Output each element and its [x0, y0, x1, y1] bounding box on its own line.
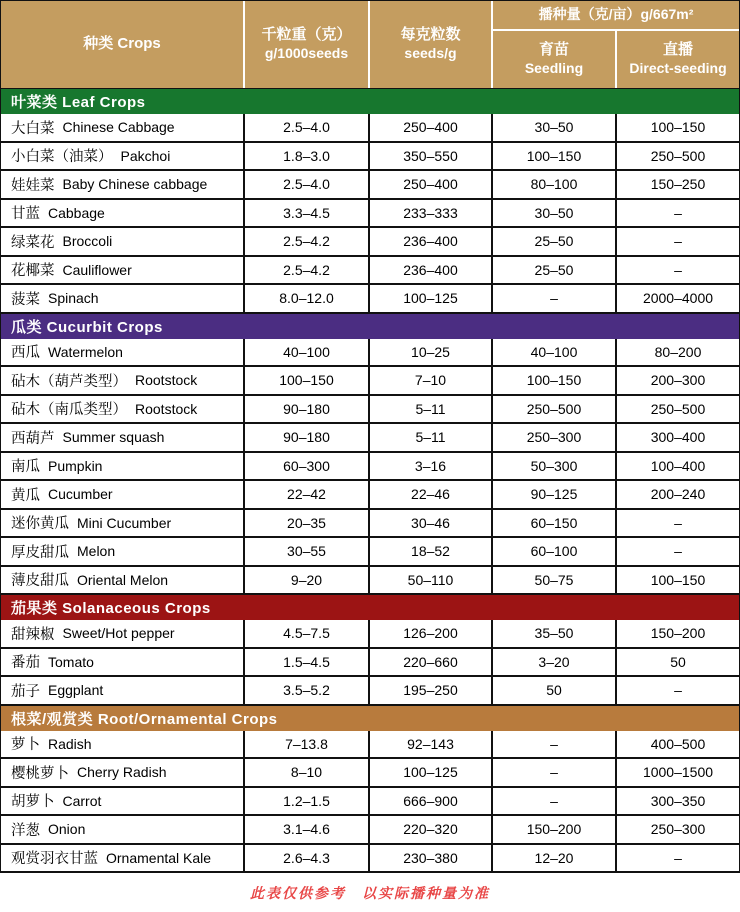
seedling-rate-cell: – — [493, 731, 617, 758]
direct-seeding-rate-cell: 250–500 — [650, 147, 706, 164]
crop-name-en: Radish — [48, 735, 92, 752]
direct-seeding-rate-cell: – — [674, 543, 682, 560]
seeds-per-gram-cell: 666–900 — [370, 788, 493, 815]
crop-name-cn: 番茄 — [11, 655, 40, 672]
crop-name-cn: 绿菜花 — [11, 234, 55, 251]
crop-name-en: Cabbage — [48, 204, 105, 221]
direct-seeding-rate-cell: – — [674, 514, 682, 531]
direct-seeding-rate-cell: 200–240 — [650, 486, 706, 503]
table-row — [1, 114, 739, 143]
seeds-per-gram-cell: 350–550 — [370, 143, 493, 170]
table-row — [1, 649, 739, 678]
thousand-seed-weight-cell: 4.5–7.5 — [245, 620, 370, 647]
thousand-seed-weight-cell: 1.8–3.0 — [245, 143, 370, 170]
crop-name-en: Watermelon — [48, 343, 123, 360]
crop-name-cn: 萝卜 — [11, 737, 40, 754]
crop-name-en: Cucumber — [48, 486, 113, 503]
crop-name-cn: 厚皮甜瓜 — [11, 544, 69, 561]
direct-seeding-rate-cell: 250–500 — [650, 400, 706, 417]
seeds-per-gram-cell: 195–250 — [370, 677, 493, 704]
direct-seeding-rate-cell: 250–300 — [650, 821, 706, 838]
crop-name-en: Melon — [77, 543, 116, 560]
crop-name-cell — [1, 845, 245, 872]
crop-name-cell — [1, 339, 245, 366]
crop-name-en: Rootstock — [135, 400, 198, 417]
thousand-seed-weight-cell: 8–10 — [245, 759, 370, 786]
table-row — [1, 677, 739, 706]
thousand-seed-weight-cell: 8.0–12.0 — [245, 285, 370, 312]
seeds-per-gram-cell: 7–10 — [370, 367, 493, 394]
seeds-per-gram-cell: 30–46 — [370, 510, 493, 537]
crop-name-cn: 洋葱 — [11, 822, 40, 839]
crop-name-cell — [1, 481, 245, 508]
thousand-seed-weight-cell: 9–20 — [245, 567, 370, 594]
direct-seeding-rate-cell: – — [674, 849, 682, 866]
crop-name-en: Pakchoi — [120, 147, 171, 164]
crop-name-cn: 大白菜 — [11, 120, 55, 137]
seedling-rate-cell: 90–125 — [493, 481, 617, 508]
seeds-per-gram-cell: 236–400 — [370, 228, 493, 255]
table-row — [1, 731, 739, 760]
direct-seeding-rate-cell: 50 — [670, 653, 686, 670]
seedling-rate-cell: 50–300 — [493, 453, 617, 480]
section-header: 叶菜类 Leaf Crops — [1, 89, 739, 114]
crop-name-en: Cherry Radish — [77, 764, 167, 781]
section-header: 茄果类 Solanaceous Crops — [1, 595, 739, 620]
direct-seeding-rate-cell: – — [674, 233, 682, 250]
crop-name-en: Sweet/Hot pepper — [62, 625, 175, 642]
seeds-per-gram-cell: 18–52 — [370, 538, 493, 565]
seeds-per-gram-cell: 10–25 — [370, 339, 493, 366]
thousand-seed-weight-en: g/1000seeds — [264, 45, 349, 62]
table-row — [1, 339, 739, 368]
direct-seeding-rate-cell: 2000–4000 — [642, 290, 714, 307]
crop-name-cell — [1, 200, 245, 227]
crop-name-cell — [1, 510, 245, 537]
seeds-per-gram-cell: 92–143 — [370, 731, 493, 758]
direct-seeding-en: Direct-seeding — [629, 60, 727, 77]
seedling-rate-cell: 30–50 — [493, 200, 617, 227]
table-row — [1, 845, 739, 874]
thousand-seed-weight-cell: 90–180 — [245, 396, 370, 423]
table-row — [1, 367, 739, 396]
crop-name-cn: 黄瓜 — [11, 487, 40, 504]
crop-name-en: Ornamental Kale — [106, 849, 212, 866]
crop-name-en: Rootstock — [135, 372, 198, 389]
seeds-per-gram-cell: 230–380 — [370, 845, 493, 872]
seedling-en: Seedling — [524, 60, 584, 77]
direct-seeding-rate-cell: 400–500 — [650, 735, 706, 752]
crop-name-cn: 薄皮甜瓜 — [11, 573, 69, 590]
crop-name-cell — [1, 816, 245, 843]
seedling-rate-cell: 3–20 — [493, 649, 617, 676]
table-body — [1, 89, 739, 873]
crop-name-en: Tomato — [48, 653, 94, 670]
crop-name-cn: 南瓜 — [11, 459, 40, 476]
seeds-per-gram-cell: 100–125 — [370, 759, 493, 786]
crop-name-cell — [1, 396, 245, 423]
crop-name-en: Cauliflower — [62, 261, 132, 278]
seedling-rate-cell: – — [493, 788, 617, 815]
seedling-cn: 育苗 — [538, 41, 569, 59]
table-row — [1, 481, 739, 510]
crop-name-cell — [1, 257, 245, 284]
direct-seeding-rate-cell: 300–350 — [650, 792, 706, 809]
direct-seeding-rate-cell: – — [674, 261, 682, 278]
table-row — [1, 228, 739, 257]
seedling-rate-cell: 60–150 — [493, 510, 617, 537]
crop-name-cn: 砧木（葫芦类型） — [11, 373, 127, 390]
direct-seeding-rate-cell: 100–150 — [650, 119, 706, 136]
seedling-rate-cell: 40–100 — [493, 339, 617, 366]
table-row — [1, 453, 739, 482]
direct-seeding-rate-cell: – — [674, 204, 682, 221]
crop-name-cn: 甘蓝 — [11, 206, 40, 223]
thousand-seed-weight-cell: 40–100 — [245, 339, 370, 366]
seeds-per-gram-cell: 220–660 — [370, 649, 493, 676]
thousand-seed-weight-cell: 1.5–4.5 — [245, 649, 370, 676]
crop-name-cell — [1, 620, 245, 647]
crop-name-en: Oriental Melon — [77, 571, 169, 588]
direct-seeding-rate-cell: – — [674, 682, 682, 699]
crop-name-en: Pumpkin — [48, 457, 103, 474]
crop-name-en: Eggplant — [48, 682, 104, 699]
crop-name-cell — [1, 285, 245, 312]
crop-name-cn: 甜辣椒 — [11, 626, 55, 643]
seedling-rate-cell: 100–150 — [493, 143, 617, 170]
seeds-per-gram-cell: 50–110 — [370, 567, 493, 594]
direct-seeding-rate-cell: 1000–1500 — [642, 764, 714, 781]
direct-seeding-rate-cell: 300–400 — [650, 429, 706, 446]
direct-seeding-rate-cell: 80–200 — [654, 343, 702, 360]
thousand-seed-weight-cell: 3.3–4.5 — [245, 200, 370, 227]
seeds-per-gram-cell: 3–16 — [370, 453, 493, 480]
crop-name-cell — [1, 731, 245, 758]
thousand-seed-weight-cell: 7–13.8 — [245, 731, 370, 758]
table-row — [1, 285, 739, 314]
section-header: 根菜/观赏类 Root/Ornamental Crops — [1, 706, 739, 731]
crop-name-cell — [1, 538, 245, 565]
thousand-seed-weight-cell: 2.6–4.3 — [245, 845, 370, 872]
crop-name-cell — [1, 759, 245, 786]
seeds-per-gram-cell: 22–46 — [370, 481, 493, 508]
crop-name-cn: 小白菜（油菜） — [11, 149, 113, 166]
seedling-rate-cell: 100–150 — [493, 367, 617, 394]
crop-name-cell — [1, 677, 245, 704]
col-header-seedling — [493, 31, 617, 88]
crop-name-cell — [1, 171, 245, 198]
direct-seeding-rate-cell: 150–200 — [650, 625, 706, 642]
seedling-rate-cell: – — [493, 759, 617, 786]
crop-name-cn: 西葫芦 — [11, 430, 55, 447]
crop-name-cn: 茄子 — [11, 683, 40, 700]
direct-seeding-rate-cell: 150–250 — [650, 176, 706, 193]
crop-name-cell — [1, 649, 245, 676]
seeds-per-gram-cell: 250–400 — [370, 171, 493, 198]
thousand-seed-weight-cell: 2.5–4.0 — [245, 171, 370, 198]
col-header-thousand-seed-weight — [245, 1, 370, 88]
seedling-rate-cell: 60–100 — [493, 538, 617, 565]
crop-name-cn: 胡萝卜 — [11, 794, 55, 811]
crop-name-cn: 樱桃萝卜 — [11, 765, 69, 782]
table-row — [1, 143, 739, 172]
seeds-per-gram-cell: 5–11 — [370, 396, 493, 423]
section-header: 瓜类 Cucurbit Crops — [1, 314, 739, 339]
crop-name-cn: 砧木（南瓜类型） — [11, 402, 127, 419]
seedling-rate-cell: 50–75 — [493, 567, 617, 594]
crop-name-cn: 花椰菜 — [11, 263, 55, 280]
crop-name-en: Chinese Cabbage — [62, 119, 175, 136]
crop-name-cell — [1, 114, 245, 141]
footer-note: 此表仅供参考 以实际播种量为准 — [250, 885, 490, 902]
thousand-seed-weight-cell: 2.5–4.2 — [245, 228, 370, 255]
seeds-per-gram-cell: 126–200 — [370, 620, 493, 647]
crop-name-cell — [1, 567, 245, 594]
table-row — [1, 816, 739, 845]
crop-name-en: Spinach — [48, 290, 99, 307]
table-row — [1, 510, 739, 539]
crop-name-en: Baby Chinese cabbage — [62, 176, 208, 193]
seedling-rate-cell: – — [493, 285, 617, 312]
crop-name-cell — [1, 788, 245, 815]
seedling-rate-cell: 50 — [493, 677, 617, 704]
crop-name-cn: 娃娃菜 — [11, 177, 55, 194]
seedling-rate-cell: 250–300 — [493, 424, 617, 451]
thousand-seed-weight-cell: 1.2–1.5 — [245, 788, 370, 815]
crop-name-en: Carrot — [62, 792, 102, 809]
thousand-seed-weight-cn: 千粒重（克） — [261, 26, 352, 44]
col-header-direct-seeding — [617, 31, 739, 88]
table-row — [1, 257, 739, 286]
seeds-per-gram-cell: 233–333 — [370, 200, 493, 227]
thousand-seed-weight-cell: 60–300 — [245, 453, 370, 480]
thousand-seed-weight-cell: 22–42 — [245, 481, 370, 508]
crop-name-en: Mini Cucumber — [77, 514, 172, 531]
col-header-sowing-rate: 播种量（克/亩）g/667m² — [493, 1, 739, 31]
crop-name-cell — [1, 143, 245, 170]
crop-name-cell — [1, 367, 245, 394]
table-row — [1, 538, 739, 567]
crop-name-cell — [1, 228, 245, 255]
seeds-per-gram-en: seeds/g — [404, 45, 457, 62]
table-row — [1, 788, 739, 817]
seedling-rate-cell: 25–50 — [493, 257, 617, 284]
crop-name-cell — [1, 453, 245, 480]
table-row — [1, 620, 739, 649]
thousand-seed-weight-cell: 2.5–4.0 — [245, 114, 370, 141]
seeds-per-gram-cell: 220–320 — [370, 816, 493, 843]
crop-name-en: Broccoli — [62, 233, 113, 250]
table-row — [1, 171, 739, 200]
direct-seeding-rate-cell: 200–300 — [650, 372, 706, 389]
crop-name-en: Summer squash — [62, 429, 165, 446]
thousand-seed-weight-cell: 3.5–5.2 — [245, 677, 370, 704]
crop-name-en: Onion — [48, 821, 86, 838]
seeds-per-gram-cell: 5–11 — [370, 424, 493, 451]
direct-seeding-rate-cell: 100–150 — [650, 571, 706, 588]
seeds-per-gram-cell: 236–400 — [370, 257, 493, 284]
thousand-seed-weight-cell: 2.5–4.2 — [245, 257, 370, 284]
crop-name-cn: 迷你黄瓜 — [11, 516, 69, 533]
table-row — [1, 759, 739, 788]
crop-name-cn: 菠菜 — [11, 291, 40, 308]
col-header-crops: 种类 Crops — [1, 1, 245, 88]
crop-name-cn: 观赏羽衣甘蓝 — [11, 851, 98, 868]
crop-name-cn: 西瓜 — [11, 345, 40, 362]
col-header-seeds-per-gram — [370, 1, 493, 88]
seedling-rate-cell: 30–50 — [493, 114, 617, 141]
seedling-rate-cell: 35–50 — [493, 620, 617, 647]
table-row — [1, 396, 739, 425]
direct-seeding-cn: 直播 — [662, 41, 693, 59]
seedling-rate-cell: 12–20 — [493, 845, 617, 872]
thousand-seed-weight-cell: 20–35 — [245, 510, 370, 537]
seeds-per-gram-cn: 每克粒数 — [400, 26, 461, 44]
seedling-rate-cell: 25–50 — [493, 228, 617, 255]
direct-seeding-rate-cell: 100–400 — [650, 457, 706, 474]
table-row — [1, 567, 739, 596]
table-row — [1, 200, 739, 229]
thousand-seed-weight-cell: 30–55 — [245, 538, 370, 565]
seedling-rate-cell: 80–100 — [493, 171, 617, 198]
seedling-rate-cell: 150–200 — [493, 816, 617, 843]
seeds-per-gram-cell: 250–400 — [370, 114, 493, 141]
seedling-rate-cell: 250–500 — [493, 396, 617, 423]
table-header — [1, 1, 739, 89]
thousand-seed-weight-cell: 3.1–4.6 — [245, 816, 370, 843]
crop-name-cell — [1, 424, 245, 451]
seeds-per-gram-cell: 100–125 — [370, 285, 493, 312]
thousand-seed-weight-cell: 100–150 — [245, 367, 370, 394]
table-row — [1, 424, 739, 453]
thousand-seed-weight-cell: 90–180 — [245, 424, 370, 451]
